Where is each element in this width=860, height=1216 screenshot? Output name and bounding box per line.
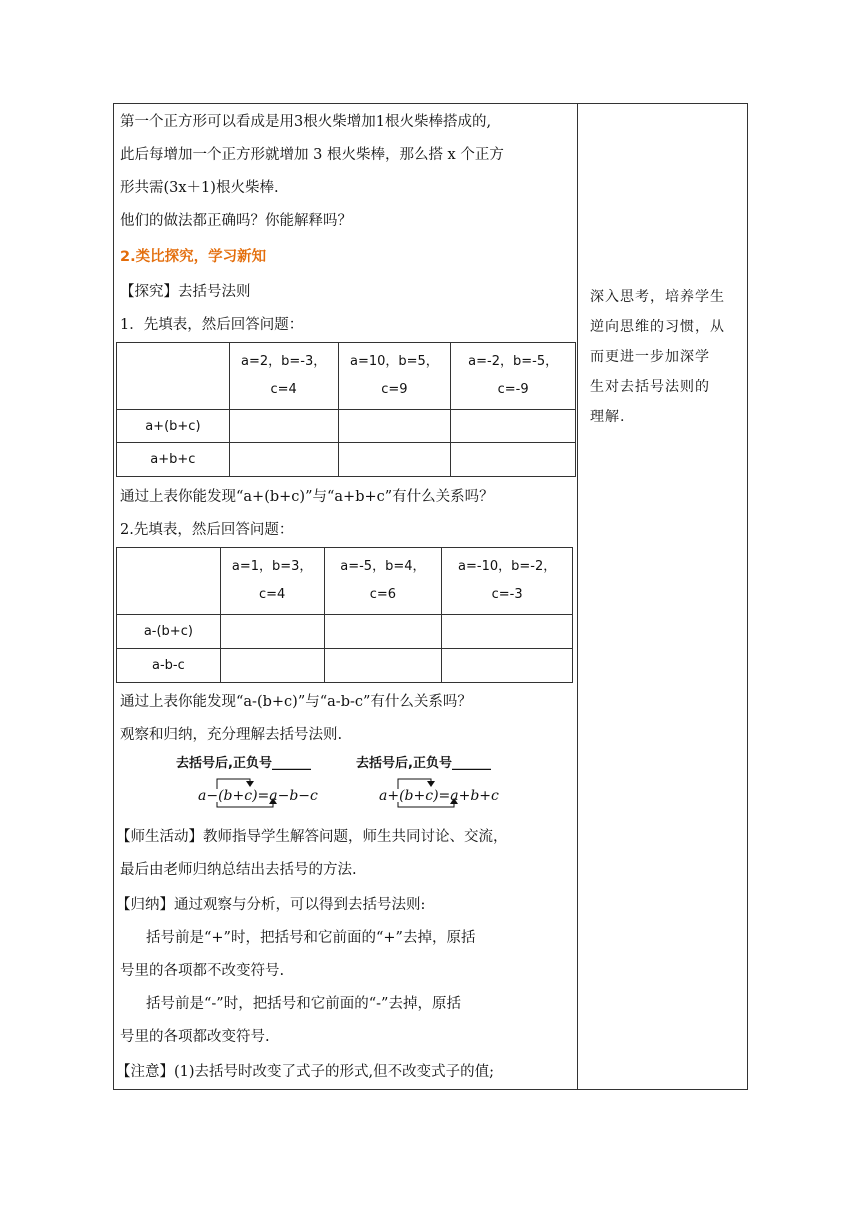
step-1-instruction: 1．先填表，然后回答问题： xyxy=(120,317,304,333)
side-note-line: 逆向思维的习惯，从 xyxy=(590,319,725,335)
right-formula: a+(b+c)=a+b+c xyxy=(379,788,499,804)
blank-cell[interactable] xyxy=(220,649,324,683)
activity-line-2: 最后由老师归纳总结出去括号的方法. xyxy=(120,862,357,878)
observe-line: 观察和归纳，充分理解去括号法则. xyxy=(120,727,343,743)
intro-line-3: 形共需(3x＋1)根火柴棒. xyxy=(120,180,279,196)
side-note-line: 深入思考，培养学生 xyxy=(590,289,725,305)
intro-question: 他们的做法都正确吗？你能解释吗？ xyxy=(120,213,352,229)
explore-label: 【探究】去括号法则 xyxy=(120,284,251,300)
rule-1-line-b: 号里的各项都不改变符号. xyxy=(120,963,285,979)
row-label: a+b+c xyxy=(117,443,230,477)
blank-cell[interactable] xyxy=(451,410,576,443)
table-header-cell: a=-5，b=4， c=6 xyxy=(324,548,442,615)
blank-cell[interactable] xyxy=(324,649,442,683)
row-label: a-b-c xyxy=(117,649,221,683)
blank-cell[interactable] xyxy=(229,410,338,443)
left-caption: 去括号后,正负号______ xyxy=(176,756,311,771)
table-row xyxy=(117,649,573,683)
blank-cell[interactable] xyxy=(442,649,573,683)
question-2: 通过上表你能发现“a-(b+c)”与“a-b-c”有什么关系吗？ xyxy=(120,694,472,710)
blank-cell[interactable] xyxy=(338,410,451,443)
bracket-rule-diagram xyxy=(170,752,550,812)
column-divider xyxy=(577,103,578,1090)
left-formula: a−(b+c)=a−b−c xyxy=(198,788,318,804)
blank-cell[interactable] xyxy=(220,615,324,649)
blank-cell[interactable] xyxy=(324,615,442,649)
row-label: a+(b+c) xyxy=(117,410,230,443)
side-note-line: 理解. xyxy=(590,409,626,425)
rule-1-line-a: 括号前是“+”时，把括号和它前面的“+”去掉，原括 xyxy=(146,930,476,946)
fill-table-1 xyxy=(116,342,576,477)
section-heading: 2.类比探究，学习新知 xyxy=(120,249,267,265)
intro-line-2: 此后每增加一个正方形就增加 3 根火柴棒，那么搭 x 个正方 xyxy=(120,147,504,163)
fill-table-2 xyxy=(116,547,573,683)
table-corner xyxy=(117,548,221,615)
summary-heading: 【归纳】通过观察与分析，可以得到去括号法则: xyxy=(116,897,426,913)
question-1: 通过上表你能发现“a+(b+c)”与“a+b+c”有什么关系吗？ xyxy=(120,489,494,505)
note-line: 【注意】(1)去括号时改变了式子的形式,但不改变式子的值; xyxy=(116,1064,495,1080)
side-note-line: 生对去括号法则的 xyxy=(590,379,710,395)
blank-cell[interactable] xyxy=(229,443,338,477)
table-header-cell: a=10，b=5， c=9 xyxy=(338,343,451,410)
step-2-instruction: 2.先填表，然后回答问题： xyxy=(120,522,294,538)
table-header-cell: a=-2，b=-5， c=-9 xyxy=(451,343,576,410)
blank-cell[interactable] xyxy=(442,615,573,649)
table-row xyxy=(117,443,576,477)
rule-2-line-a: 括号前是“-”时，把括号和它前面的“-”去掉，原括 xyxy=(146,996,461,1012)
side-note-line: 而更进一步加深学 xyxy=(590,349,710,365)
table-header-cell: a=2，b=-3， c=4 xyxy=(229,343,338,410)
table-row xyxy=(117,410,576,443)
table-header-cell: a=-10，b=-2， c=-3 xyxy=(442,548,573,615)
table-row xyxy=(117,615,573,649)
table-corner xyxy=(117,343,230,410)
rule-2-line-b: 号里的各项都改变符号. xyxy=(120,1029,270,1045)
table-header-cell: a=1，b=3， c=4 xyxy=(220,548,324,615)
right-caption: 去括号后,正负号______ xyxy=(356,756,491,771)
intro-line-1: 第一个正方形可以看成是用3根火柴增加1根火柴棒搭成的, xyxy=(120,114,492,130)
blank-cell[interactable] xyxy=(451,443,576,477)
activity-line-1: 【师生活动】教师指导学生解答问题，师生共同讨论、交流， xyxy=(116,829,508,845)
row-label: a-(b+c) xyxy=(117,615,221,649)
blank-cell[interactable] xyxy=(338,443,451,477)
